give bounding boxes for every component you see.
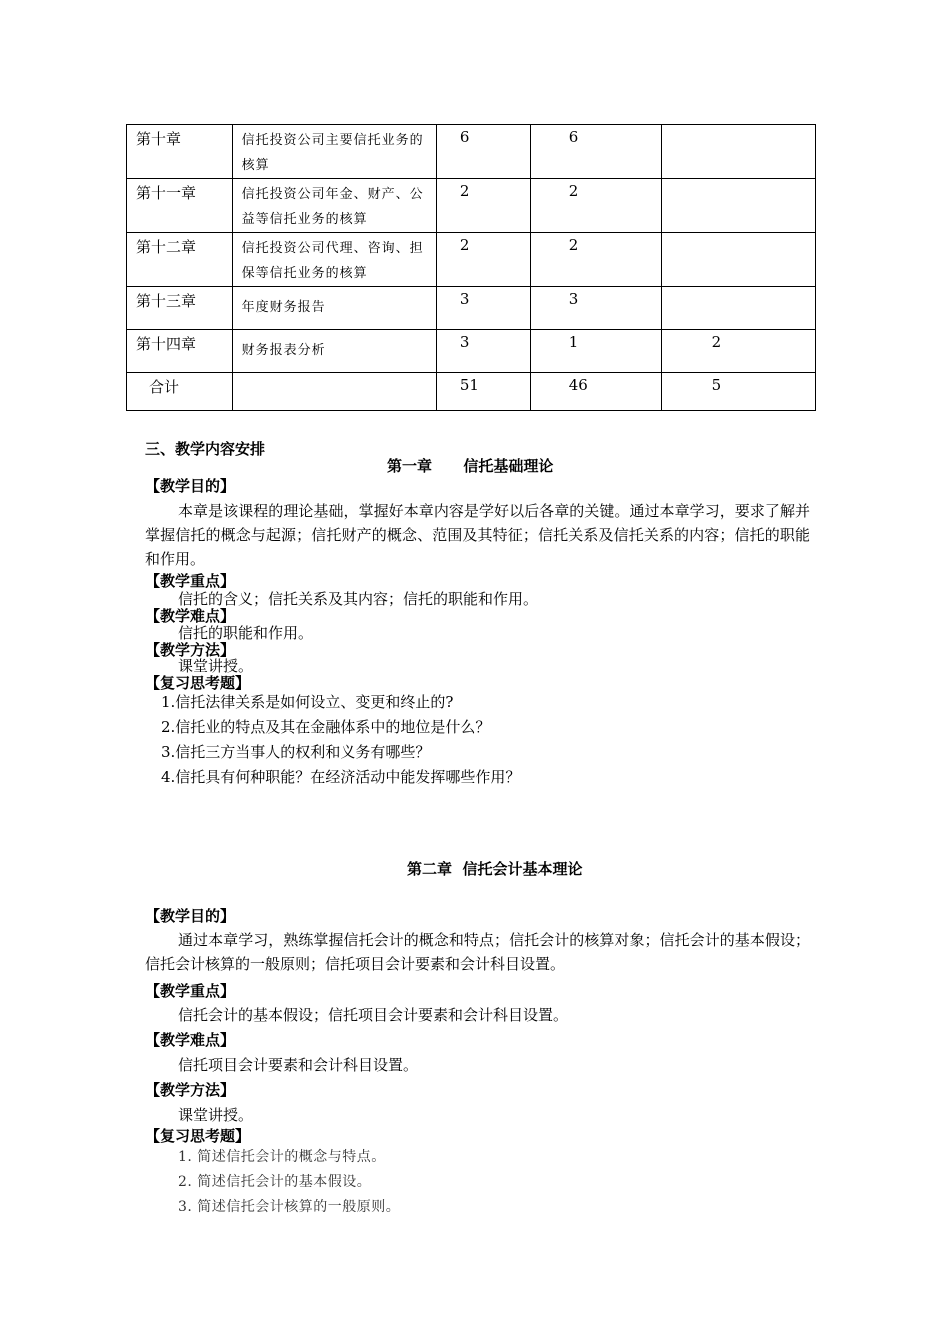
chapter-cell: 第十四章: [127, 330, 233, 373]
total-hours-cell: 6: [436, 125, 530, 179]
other-hours-cell: [661, 179, 815, 233]
chapter2-key-text: 信托会计的基本假设；信托项目会计要素和会计科目设置。: [178, 1006, 569, 1024]
content-cell: 财务报表分析: [232, 330, 436, 373]
chapter1-difficulty-tag: 【教学难点】: [145, 607, 236, 625]
total-hours-cell: 3: [436, 287, 530, 330]
table-row: [127, 125, 816, 179]
course-hours-table: [126, 124, 816, 411]
lecture-hours-cell: 2: [530, 233, 661, 287]
chapter1-title: 第一章 信托基础理论: [387, 457, 554, 475]
chapter2-title: 第二章 信托会计基本理论: [407, 860, 583, 878]
table-row: [127, 179, 816, 233]
lecture-hours-cell: 2: [530, 179, 661, 233]
chapter2-question: 3. 简述信托会计核算的一般原则。: [178, 1199, 401, 1215]
chapter2-difficulty-text: 信托项目会计要素和会计科目设置。: [178, 1056, 419, 1074]
other-hours-cell: 5: [661, 373, 815, 411]
total-hours-cell: 51: [436, 373, 530, 411]
other-hours-cell: 2: [661, 330, 815, 373]
content-cell: 信托投资公司代理、咨询、担 保等信托业务的核算: [232, 233, 436, 287]
chapter2-review-tag: 【复习思考题】: [145, 1127, 251, 1145]
chapter-cell: 第十二章: [127, 233, 233, 287]
chapter1-difficulty-text: 信托的职能和作用。: [178, 624, 314, 642]
chapter2-question: 2. 简述信托会计的基本假设。: [178, 1174, 372, 1190]
content-cell: 年度财务报告: [232, 287, 436, 330]
chapter1-review-tag: 【复习思考题】: [145, 674, 251, 692]
chapter1-question: 4.信托具有何种职能？在经济活动中能发挥哪些作用？: [161, 768, 521, 786]
chapter2-difficulty-tag: 【教学难点】: [145, 1031, 236, 1049]
lecture-hours-cell: 6: [530, 125, 661, 179]
chapter2-objective-text: 通过本章学习，熟练掌握信托会计的概念和特点；信托会计的核算对象；信托会计的基本假设；信托会计核算的一般原则；信托项目会计要素和会计科目设置。: [145, 931, 810, 973]
chapter-cell: 第十一章: [127, 179, 233, 233]
chapter2-method-text: 课堂讲授。: [178, 1106, 254, 1124]
chapter1-method-text: 课堂讲授。: [178, 657, 254, 675]
chapter2-question: 1. 简述信托会计的概念与特点。: [178, 1149, 386, 1165]
chapter-cell: 第十三章: [127, 287, 233, 330]
total-label-cell: 合计: [127, 373, 233, 411]
table-row: [127, 330, 816, 373]
chapter2-key-tag: 【教学重点】: [145, 982, 236, 1000]
lecture-hours-cell: 3: [530, 287, 661, 330]
chapter1-key-text: 信托的含义；信托关系及其内容；信托的职能和作用。: [178, 590, 539, 608]
table-row: [127, 287, 816, 330]
chapter1-objective-tag: 【教学目的】: [145, 477, 236, 495]
table-total-row: [127, 373, 816, 411]
total-hours-cell: 3: [436, 330, 530, 373]
content-cell: 信托投资公司主要信托业务的 核算: [232, 125, 436, 179]
other-hours-cell: [661, 125, 815, 179]
other-hours-cell: [661, 233, 815, 287]
chapter1-question: 2.信托业的特点及其在金融体系中的地位是什么？: [161, 718, 491, 736]
chapter2-objective-tag: 【教学目的】: [145, 907, 236, 925]
chapter1-question: 3.信托三方当事人的权利和义务有哪些？: [161, 743, 431, 761]
chapter2-method-tag: 【教学方法】: [145, 1081, 236, 1099]
chapter1-key-tag: 【教学重点】: [145, 572, 236, 590]
chapter1-method-tag: 【教学方法】: [145, 641, 236, 659]
lecture-hours-cell: 46: [530, 373, 661, 411]
section-title: 三、教学内容安排: [145, 440, 266, 458]
chapter1-question: 1.信托法律关系是如何设立、变更和终止的?: [161, 693, 454, 711]
content-cell: 信托投资公司年金、财产、公 益等信托业务的核算: [232, 179, 436, 233]
content-cell: [232, 373, 436, 411]
table-row: [127, 233, 816, 287]
lecture-hours-cell: 1: [530, 330, 661, 373]
other-hours-cell: [661, 287, 815, 330]
total-hours-cell: 2: [436, 179, 530, 233]
total-hours-cell: 2: [436, 233, 530, 287]
chapter-cell: 第十章: [127, 125, 233, 179]
chapter1-objective-text: 本章是该课程的理论基础，掌握好本章内容是学好以后各章的关键。通过本章学习，要求了解并掌握信托的概念与起源；信托财产的概念、范围及其特征；信托关系及信托关系的内容；信托的职能和作用。: [145, 502, 810, 568]
